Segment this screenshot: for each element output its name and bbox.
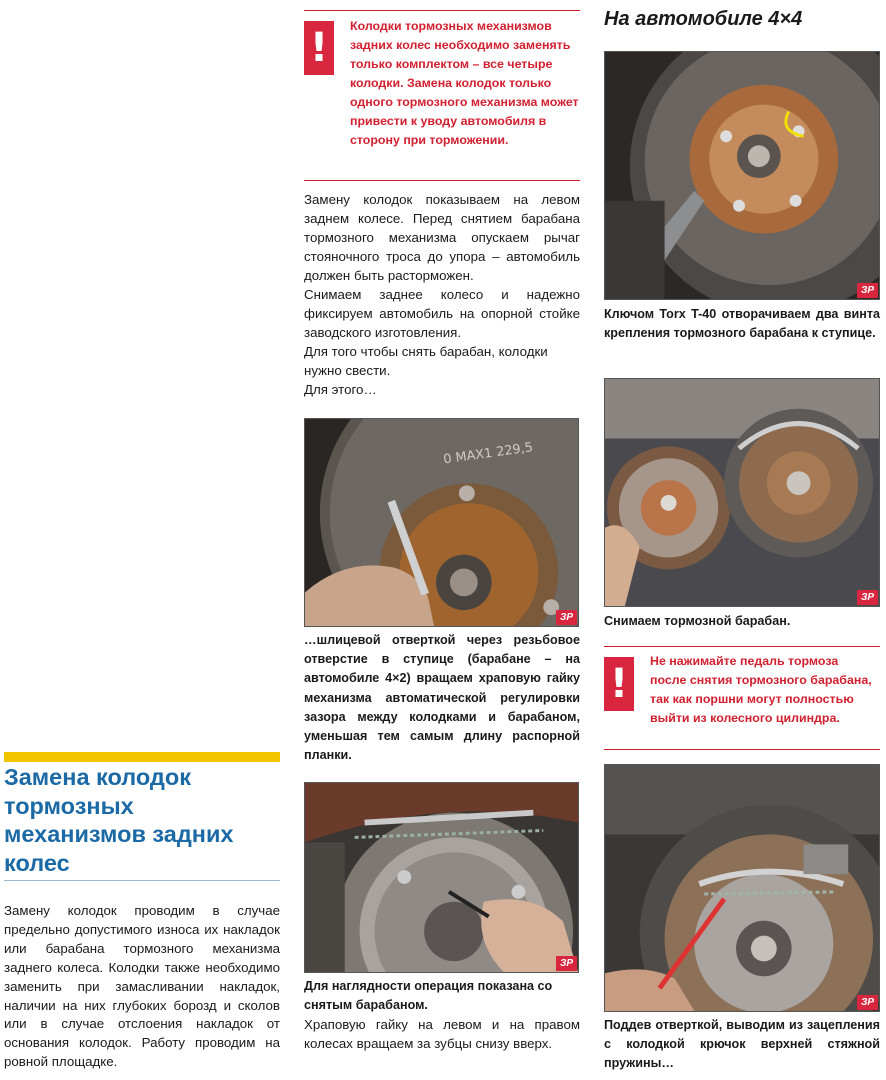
photo-caption: Поддев отверткой, выводим из зацепления с колодкой крючок верхней стяжной пружины… xyxy=(604,1018,880,1071)
photo-drum-screwdriver xyxy=(304,418,579,627)
photo-drum-removed xyxy=(604,378,880,607)
drum-stamp-label: 0 MAX1 229,5 xyxy=(442,440,534,468)
body-paragraph xyxy=(304,190,580,399)
section-title: Замена колодок тормозных механизмов задних колес xyxy=(4,764,234,876)
photo-caption: Ключом Torx T-40 отворачиваем два винта крепления тормозного барабана к ступице. xyxy=(604,307,880,341)
warning-box xyxy=(604,646,880,750)
subheading-4x4: На автомобиле 4×4 xyxy=(604,8,803,30)
photo-torx-drum xyxy=(604,51,880,300)
photo-brake-mechanism xyxy=(304,782,579,973)
publisher-logo: ЗР xyxy=(857,590,878,605)
section-divider xyxy=(4,880,280,881)
paragraph-drum: Для того чтобы снять барабан, колодки нужно свести. xyxy=(304,344,548,378)
publisher-logo: ЗР xyxy=(857,283,878,298)
photo-caption: Снимаем тормозной барабан. xyxy=(604,614,791,628)
warning-text: Не нажимайте педаль тормоза после снятия тормозного барабана, так как поршни могут полностью выйти из колесного цилиндра. xyxy=(650,654,872,725)
publisher-logo: ЗР xyxy=(556,956,577,971)
warning-icon: ! xyxy=(304,21,334,75)
warning-text: Колодки тормозных механизмов задних колес необходимо заменять только комплектом – все четыре колодки. Замена колодок только одного тормозного механизма может привести к уводу автомобиля в сторону при торможении. xyxy=(350,19,579,147)
photo-spring-hook xyxy=(604,764,880,1012)
paragraph-for-this: Для этого… xyxy=(304,382,377,397)
photo-note xyxy=(304,977,580,1053)
publisher-logo: ЗР xyxy=(857,995,878,1010)
photo-caption: …шлицевой отверткой через резьбовое отверстие в ступице (барабане – на автомобиле 4×2) вращаем храповую гайку механизма автоматической регулировки зазора между колодками и барабаном, уменьшая тем самым длину распорной планки. xyxy=(304,633,580,763)
section-title-bar xyxy=(4,752,280,762)
paragraph-support: Снимаем заднее колесо и надежно фиксируем автомобиль на опорной стойке заводского изготовления. xyxy=(304,287,580,340)
paragraph-ratchet: Храповую гайку на левом и на правом колесах вращаем за зубцы снизу вверх. xyxy=(304,1017,580,1052)
paragraph-preparation: Замену колодок показываем на левом заднем колесе. Перед снятием барабана тормозного механизма опускаем рычаг стояночного троса до упора – автомобиль должен быть расторможен. xyxy=(304,192,580,283)
photo-caption: Для наглядности операция показана со снятым барабаном. xyxy=(304,979,553,1013)
intro-paragraph: Замену колодок проводим в случае предельно допустимого износа их накладок или барабана тормозного механизма заднего колеса. Колодки также необходимо заменить при замасливании накладок, наличии на них глубоких борозд и сколов или в случае отслоения накладок от основания колодок. Работу проводим на ровной площадке. xyxy=(4,903,280,1070)
publisher-logo: ЗР xyxy=(556,610,577,625)
warning-box xyxy=(304,10,580,181)
warning-icon: ! xyxy=(604,657,634,711)
